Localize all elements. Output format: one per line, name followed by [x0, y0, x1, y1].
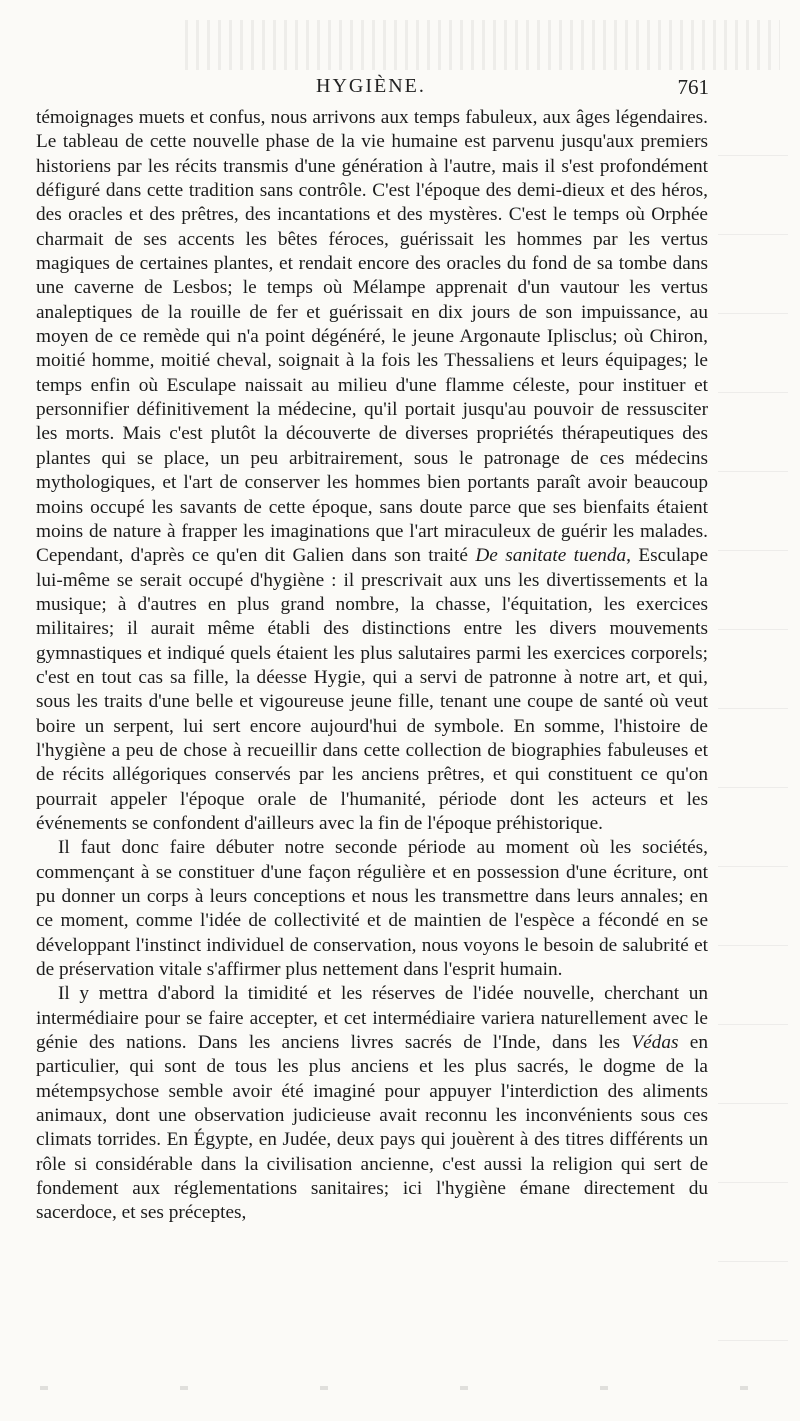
- page-number: 761: [677, 75, 709, 99]
- body-text: [36, 106, 708, 1226]
- paragraph-2-text: Il faut donc faire débuter notre seconde période au moment où les sociétés, commençant à se constituer d'une façon régulière et en possession d'une écriture, ont pu donner un corps à leurs conceptions et nous les transmettre dans leurs annales; en ce moment, comme l'idée de collectivité et de maintien de l'espèce a fécondé en se développant l'instinct individuel de conservation, nous voyons le besoin de salubrité et de préservation vitale s'affirmer plus nettement dans l'esprit humain.: [36, 837, 708, 981]
- paragraph-3-text-after: en particulier, qui sont de tous les plus anciens et les plus sacrés, le dogme de la métempsychose semble avoir été imaginé pour appuyer l'interdiction des aliments animaux, dont une observation judicieuse avait reconnu les inconvénients sous ces climats torrides. En Égypte, en Judée, deux pays qui jouèrent à des titres différents un rôle si considérable dans la civilisation ancienne, c'est aussi la religion qui sert de fondement aux réglementations sanitaires; ici l'hygiène émane directement du sacerdoce, et ses préceptes,: [36, 1032, 708, 1224]
- paragraph-3: [36, 982, 708, 1225]
- running-title: HYGIÈNE.: [316, 75, 426, 97]
- show-through-noise: [185, 20, 780, 70]
- paragraph-1-text-after: , Esculape lui-même se serait occupé d'hygiène : il prescrivait aux uns les divertissements et la musique; à d'autres en plus grand nombre, la chasse, l'équitation, les exercices militaires; il aurait même établi des distinctions entre les divers mouvements gymnastiques et indiqué quels étaient les plus salutaires parmi les exercices corporels; c'est en tout cas sa fille, la déesse Hygie, qui a servi de patronne à notre art, et qui, sous les traits d'une belle et vigoureuse jeune fille, tenant une coupe de santé où veut boire un serpent, lui sert encore aujourd'hui de symbole. En somme, l'histoire de l'hygiène a peu de chose à recueillir dans cette collection de biographies fabuleuses et de récits allégoriques conservés par les anciens prêtres, et qui constituent ce qu'on pourrait appeler l'époque orale de l'humanité, période dont les acteurs et les événements se confondent d'ailleurs avec la fin de l'époque préhistorique.: [36, 545, 708, 834]
- paragraph-3-text: Il y mettra d'abord la timidité et les réserves de l'idée nouvelle, cherchant un intermédiaire pour se faire accepter, et cet intermédiaire variera naturellement avec le génie des nations. Dans les anciens livres sacrés de l'Inde, dans les: [36, 983, 708, 1054]
- page-header: [36, 75, 709, 105]
- paragraph-3-italic: Védas: [631, 1032, 679, 1054]
- margin-noise: [718, 115, 788, 1395]
- paragraph-2: [36, 836, 708, 982]
- bottom-noise: [40, 1386, 780, 1390]
- paragraph-1-italic: De sanitate tuenda: [475, 545, 627, 567]
- paragraph-1: [36, 106, 708, 836]
- paragraph-1-text: témoignages muets et confus, nous arrivons aux temps fabuleux, aux âges légendaires. Le tableau de cette nouvelle phase de la vie humaine est parvenu jusqu'aux premiers historiens par les récits transmis d'une génération à l'autre, mais il s'est profondément défiguré dans cette tradition sans contrôle. C'est l'époque des demi-dieux et des héros, des oracles et des prêtres, des incantations et des mystères. C'est le temps où Orphée charmait de ses accents les bêtes féroces, guérissait les hommes par les vertus magiques de certaines plantes, et rendait encore des oracles du fond de sa tombe dans une caverne de Lesbos; le temps où Mélampe apprenait d'un vautour les vertus analeptiques de la rouille de fer et guérissait en dix jours de son impuissance, au moyen de ce remède qui n'a point dégénéré, le jeune Argonaute Iplisclus; où Chiron, moitié homme, moitié cheval, soignait à la fois les Thessaliens et leurs équipages; le temps enfin où Esculape naissait au milieu d'une flamme céleste, pour instituer et personnifier définitivement la médecine, qu'il portait jusqu'au pouvoir de ressusciter les morts. Mais c'est plutôt la découverte de diverses propriétés thérapeutiques des plantes qui se place, un peu arbitrairement, sous le patronage de ces médecins mythologiques, et l'art de conserver les hommes bien portants paraît avoir beaucoup moins occupé les savants de cette époque, sans doute parce que ses bienfaits étaient moins de nature à frapper les imaginations que l'art miraculeux de guérir les malades. Cependant, d'après ce qu'en dit Galien dans son traité: [36, 107, 708, 567]
